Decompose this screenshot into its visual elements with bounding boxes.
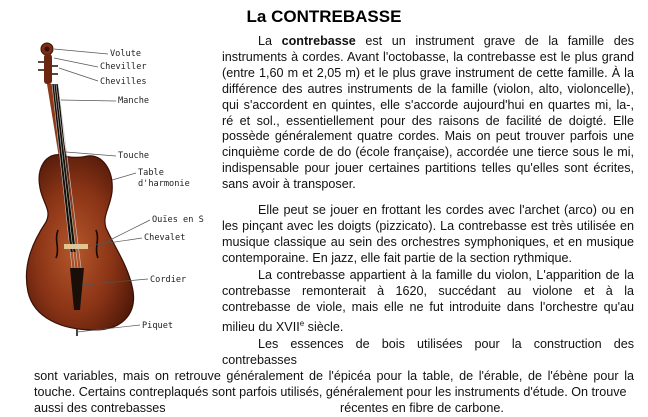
paragraph-woods: Les essences de bois utilisées pour la construction des contrebasses sont variables, mais on retrouve généralement de l'épicéa pour la table, de l'érable, de l'ébène pour la touche. Certains contreplaqués sont parfois utilisés, généralement pour les instruments d'étude. On trouve aussi des contrebasses récentes en fibre de carbone. [34, 337, 634, 415]
paragraph-intro: La contrebasse est un instrument grave de la famille des instruments à cordes. Avant l'octobasse, la contrebasse est le plus grand (entre 1,60 m et 2,05 m) et le plus grave instrument de cette famille. À la différence des autres instruments de la famille (violon, alto, violoncelle), qui s'accordent en quintes, elle s'accorde aujourd'hui en quartes mi, la-, ré et sol., essentiellement pour des raisons de facilité de doigté. Elle possède généralement quatre cordes. Mais on peut trouver parfois une cinquième corde de do (école française), accordée une tierce sous le mi, indispensable pour jouer certaines partitions telles qu'elles sont écrites, sans avoir à transposer. [222, 34, 634, 192]
label-cheviller: Cheviller [100, 62, 147, 72]
paragraph-history: La contrebasse appartient à la famille du violon, L'apparition de la contrebasse remonterait à 1620, succédant au violone et à la contrebasse de viole, mais elle ne fut introduite dans l'orchestre qu'au milieu du XVIIe siècle. [222, 268, 634, 334]
label-volute: Volute [110, 49, 142, 59]
label-piquet: Piquet [142, 321, 174, 331]
double-bass-figure [14, 40, 220, 336]
label-dharmonie: d'harmonie [138, 179, 190, 189]
label-ouies: Ouïes en S [152, 215, 204, 225]
label-cordier: Cordier [150, 275, 187, 285]
label-manche: Manche [118, 96, 150, 106]
label-chevilles: Chevilles [100, 77, 147, 87]
paragraph-playing: Elle peut se jouer en frottant les cordes avec l'archet (arco) ou en les pinçant avec les doigts (pizzicato). La contrebasse est très utilisée en musique classique au sein des orchestres symphoniques, et en musique contemporaine. En jazz, elle fait partie de la section rythmique. [222, 203, 634, 265]
label-table: Table [138, 168, 164, 178]
label-chevalet: Chevalet [144, 233, 186, 243]
label-touche: Touche [118, 151, 150, 161]
page-title: La CONTREBASSE [246, 7, 402, 26]
keyword-contrebasse: contrebasse [281, 34, 356, 48]
